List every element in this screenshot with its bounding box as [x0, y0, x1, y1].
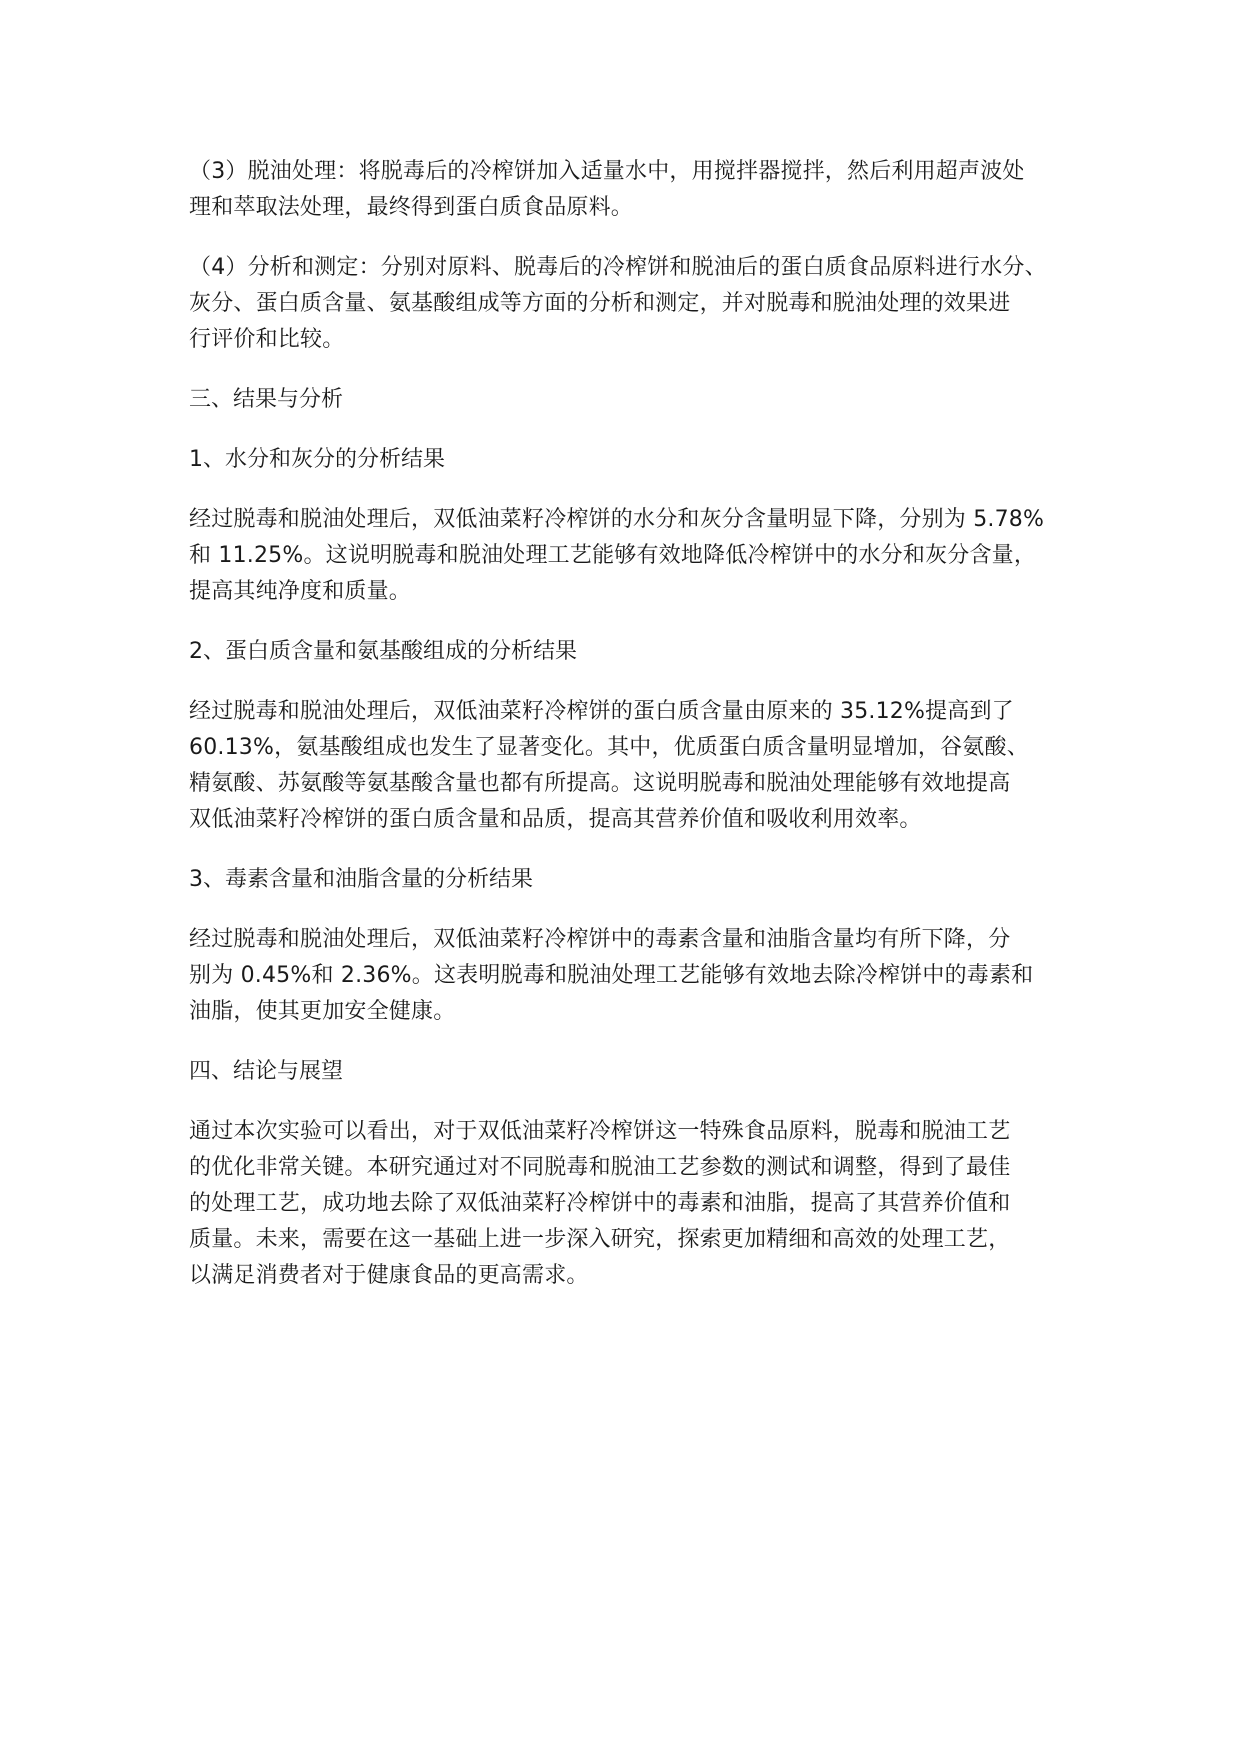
subsection-heading-protein: 2、蛋白质含量和氨基酸组成的分析结果	[189, 639, 577, 664]
text-line: 和 11.25%。这说明脱毒和脱油处理工艺能够有效地降低冷榨饼中的水分和灰分含量，	[189, 543, 1037, 568]
text-line: 双低油菜籽冷榨饼的蛋白质含量和品质，提高其营养价值和吸收利用效率。	[189, 807, 922, 832]
text-line: 经过脱毒和脱油处理后，双低油菜籽冷榨饼中的毒素含量和油脂含量均有所下降，分	[189, 927, 1011, 952]
text-line: 的处理工艺，成功地去除了双低油菜籽冷榨饼中的毒素和油脂，提高了其营养价值和	[189, 1191, 1011, 1216]
paragraph-protein	[189, 694, 1089, 838]
section-heading-results: 三、结果与分析	[189, 387, 344, 412]
paragraph-conclusion	[189, 1114, 1089, 1294]
paragraph-toxin-oil	[189, 922, 1089, 1030]
text-line: 理和萃取法处理，最终得到蛋白质食品原料。	[189, 195, 634, 220]
section-heading-conclusion: 四、结论与展望	[189, 1059, 344, 1084]
text-line: 经过脱毒和脱油处理后，双低油菜籽冷榨饼的水分和灰分含量明显下降，分别为 5.78%	[189, 507, 1045, 532]
text-line: 别为 0.45%和 2.36%。这表明脱毒和脱油处理工艺能够有效地去除冷榨饼中的毒素和	[189, 963, 1034, 988]
text-line: （4）分析和测定：分别对原料、脱毒后的冷榨饼和脱油后的蛋白质食品原料进行水分、	[189, 255, 1047, 280]
subsection-heading-toxin-oil: 3、毒素含量和油脂含量的分析结果	[189, 867, 533, 892]
text-line: 60.13%，氨基酸组成也发生了显著变化。其中，优质蛋白质含量明显增加，谷氨酸、	[189, 735, 1029, 760]
text-line: 行评价和比较。	[189, 327, 345, 352]
text-line: 精氨酸、苏氨酸等氨基酸含量也都有所提高。这说明脱毒和脱油处理能够有效地提高	[189, 771, 1011, 796]
paragraph-defatting	[189, 154, 1089, 226]
text-line: 灰分、蛋白质含量、氨基酸组成等方面的分析和测定，并对脱毒和脱油处理的效果进	[189, 291, 1011, 316]
text-line: 油脂，使其更加安全健康。	[189, 999, 456, 1024]
text-line: 提高其纯净度和质量。	[189, 579, 412, 604]
text-line: 质量。未来，需要在这一基础上进一步深入研究，探索更加精细和高效的处理工艺，	[189, 1227, 1011, 1252]
subsection-heading-moisture-ash: 1、水分和灰分的分析结果	[189, 447, 445, 472]
text-line: 经过脱毒和脱油处理后，双低油菜籽冷榨饼的蛋白质含量由原来的 35.12%提高到了	[189, 699, 1014, 724]
paragraph-moisture-ash	[189, 502, 1089, 610]
text-line: （3）脱油处理：将脱毒后的冷榨饼加入适量水中，用搅拌器搅拌，然后利用超声波处	[189, 159, 1025, 184]
document-body	[189, 154, 1089, 1318]
text-line: 通过本次实验可以看出，对于双低油菜籽冷榨饼这一特殊食品原料，脱毒和脱油工艺	[189, 1119, 1011, 1144]
paragraph-analysis-method	[189, 250, 1089, 358]
text-line: 以满足消费者对于健康食品的更高需求。	[189, 1263, 589, 1288]
text-line: 的优化非常关键。本研究通过对不同脱毒和脱油工艺参数的测试和调整，得到了最佳	[189, 1155, 1011, 1180]
